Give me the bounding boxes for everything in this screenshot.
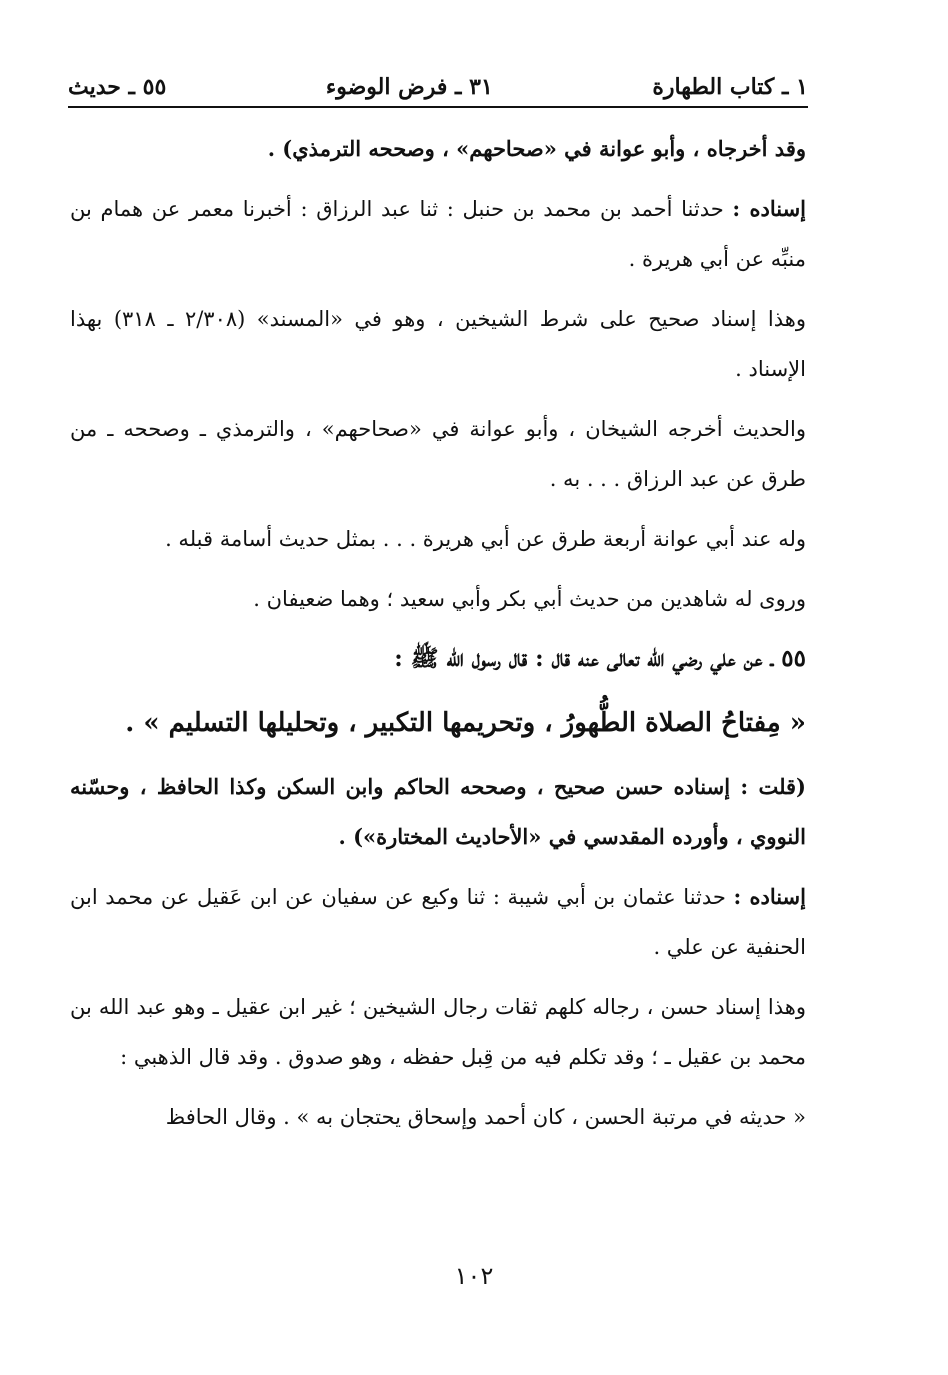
paragraph-2 [70, 184, 806, 284]
paragraph-text: « حديثه في مرتبة الحسن ، كان أحمد وإسحاق يحتجان به » . وقال الحافظ [165, 1105, 806, 1129]
paragraph-10 [70, 872, 806, 972]
paragraph-1 [70, 124, 806, 174]
hadith-heading [70, 634, 806, 684]
paragraph-text: (قلت : إسناده حسن صحيح ، وصححه الحاكم وابن السكن وكذا الحافظ ، وحسّنه النووي ، وأورده المقدسي في «الأحاديث المختارة») . [70, 774, 806, 849]
page-number: ١٠٢ [454, 1262, 494, 1290]
paragraph-9 [70, 762, 806, 862]
paragraph-12 [70, 1092, 806, 1142]
paragraph-lead: إسناده : [733, 884, 806, 909]
paragraph-text: وهذا إسناد صحيح على شرط الشيخين ، وهو في «المسند» (٢/٣٠٨ ـ ٣١٨) بهذا الإسناد . [70, 307, 807, 381]
paragraph-lead: إسناده : [732, 196, 806, 221]
paragraph-5 [70, 514, 806, 564]
paragraph-text: ٥٥ ـ عن علي رضي الله تعالى عنه قال : قال رسول الله ﷺ : [394, 645, 806, 672]
hadith-text [70, 694, 806, 752]
paragraph-text: حدثنا أحمد بن محمد بن حنبل : ثنا عبد الرزاق : أخبرنا معمر عن همام بن منبِّه عن أبي هريرة . [70, 197, 806, 271]
header-divider [68, 106, 808, 108]
paragraph-6 [70, 574, 806, 624]
header-hadith-ref: ٥٥ ـ حديث [68, 74, 167, 100]
running-header [68, 70, 808, 104]
header-section: ٣١ ـ فرض الوضوء [325, 74, 493, 100]
paragraph-text: وقد أخرجاه ، وأبو عوانة في «صحاحهم» ، وصححه الترمذي) . [267, 136, 806, 161]
page-body [70, 124, 806, 1152]
paragraph-text: « مِفتاحُ الصلاة الطُّهورُ ، وتحريمها التكبير ، وتحليلها التسليم » . [125, 708, 806, 738]
paragraph-11 [70, 982, 806, 1082]
paragraph-text: والحديث أخرجه الشيخان ، وأبو عوانة في «صحاحهم» ، والترمذي ـ وصححه ـ من طرق عن عبد الرزاق . . . به . [70, 417, 806, 491]
paragraph-text: حدثنا عثمان بن أبي شيبة : ثنا وكيع عن سفيان عن ابن عَقيل عن محمد ابن الحنفية عن علي . [70, 885, 806, 959]
paragraph-3 [70, 294, 806, 394]
paragraph-text: وله عند أبي عوانة أربعة طرق عن أبي هريرة . . . بمثل حديث أسامة قبله . [165, 527, 806, 551]
paragraph-4 [70, 404, 806, 504]
paragraph-text: وروى له شاهدين من حديث أبي بكر وأبي سعيد ؛ وهما ضعيفان . [253, 587, 806, 611]
paragraph-text: وهذا إسناد حسن ، رجاله كلهم ثقات رجال الشيخين ؛ غير ابن عقيل ـ وهو عبد الله بن محمد بن عقيل ـ ؛ وقد تكلم فيه من قِبل حفظه ، وهو صدوق . وقد قال الذهبي : [70, 995, 806, 1069]
header-chapter: ١ ـ كتاب الطهارة [652, 74, 808, 100]
